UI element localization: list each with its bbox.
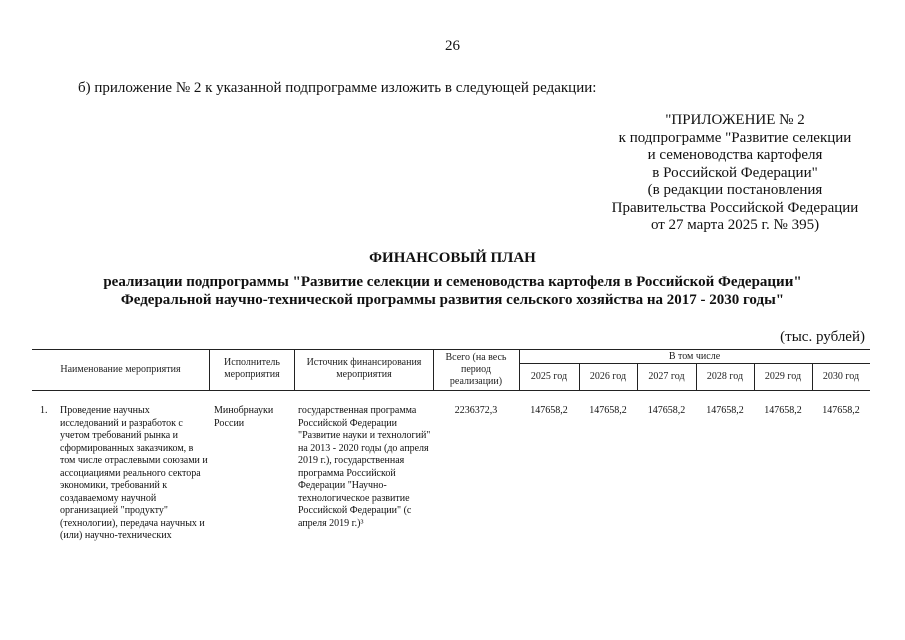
- row-source: государственная программа Российской Федерации "Развитие науки и технологий" на 2013 - 2020 годы (до апреля 2019 г.), государственная программа Российской Федерации "Научно-технологическое развитие Российской Федерации" (с апреля 2019 г.)³: [298, 405, 431, 529]
- row-value-2028: 147658,2: [706, 405, 744, 416]
- plan-subtitle-line-2: Федеральной научно-технической программы развития сельского хозяйства на 2017 - 2030 годы": [120, 292, 785, 308]
- header-year-2027: 2027 год: [648, 371, 685, 382]
- appendix-line: к подпрограмме "Развитие селекции: [618, 129, 852, 146]
- header-year-2026: 2026 год: [589, 371, 627, 382]
- plan-subtitle-line-1: реализации подпрограммы "Развитие селекции и семеноводства картофеля в Российской Федерации": [103, 274, 802, 290]
- row-number: 1.: [40, 405, 48, 416]
- row-value-2027: 147658,2: [647, 405, 686, 416]
- header-year-2025: 2025 год: [530, 371, 568, 382]
- header-divider: [294, 349, 295, 390]
- header-bottom-border: [32, 390, 870, 391]
- row-value-2026: 147658,2: [589, 405, 627, 416]
- appendix-line: (в редакции постановления: [647, 182, 823, 198]
- header-divider: [209, 349, 210, 390]
- appendix-line: "ПРИЛОЖЕНИЕ № 2: [665, 112, 805, 128]
- appendix-line: в Российской Федерации": [652, 164, 818, 181]
- row-total: 2236372,3: [454, 405, 498, 416]
- intro-text: б) приложение № 2 к указанной подпрограмме изложить в следующей редакции:: [78, 80, 597, 96]
- row-name: Проведение научных исследований и разработок с учетом требований рынка и сформированных заказчиком, в том числе отраслевыми союзами и ассоциациями реального сектора экономики, требований к создаваемому научной организацией "продукту" (технологии), передача научных и (или) научно-технических: [60, 405, 208, 541]
- row-value-2029: 147658,2: [764, 405, 802, 416]
- row-value-2025: 147658,2: [530, 405, 568, 416]
- appendix-heading: [560, 112, 905, 235]
- header-source: Источник финансирования мероприятия: [306, 357, 422, 380]
- header-total: Всего (на весь период реализации): [445, 352, 507, 387]
- header-divider: [433, 349, 434, 390]
- header-year-2030: 2030 год: [822, 371, 860, 382]
- row-value-2030: 147658,2: [822, 405, 860, 416]
- header-including: В том числе: [668, 351, 721, 362]
- plan-subtitle: [0, 273, 905, 309]
- header-year-2029: 2029 год: [764, 371, 802, 382]
- row-executor: Минобрнауки России: [214, 405, 274, 429]
- header-name: Наименование мероприятия: [60, 364, 181, 375]
- subheader-divider: [519, 363, 870, 364]
- appendix-line: Правительства Российской Федерации: [611, 199, 859, 216]
- header-year-2028: 2028 год: [706, 371, 744, 382]
- plan-title: ФИНАНСОВЫЙ ПЛАН: [369, 250, 536, 266]
- page-number: 26: [445, 38, 460, 54]
- units-label: (тыс. рублей): [780, 329, 865, 345]
- table-top-border: [32, 349, 870, 350]
- header-executor: Исполнитель мероприятия: [224, 357, 280, 380]
- appendix-line: и семеноводства картофеля: [647, 147, 823, 163]
- appendix-line: от 27 марта 2025 г. № 395): [650, 217, 820, 233]
